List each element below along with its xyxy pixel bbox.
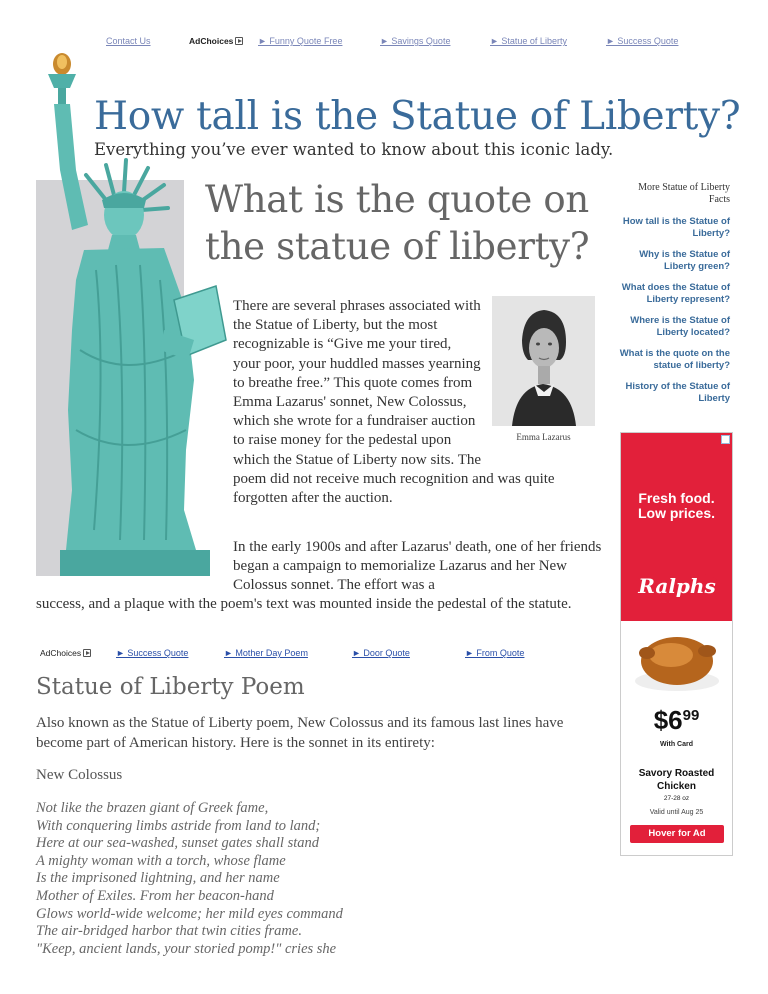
- mid-adchoices-icon: [83, 649, 91, 657]
- sidebar: [618, 182, 730, 414]
- poem-section-title: Statue of Liberty Poem: [36, 674, 305, 700]
- mid-ad-bar: [0, 648, 768, 660]
- poem-line: "Keep, ancient lands, your storied pomp!" cries she: [36, 940, 337, 957]
- page-subtitle: Everything you’ve ever wanted to know about this iconic lady.: [94, 140, 614, 159]
- paragraph-1-text: There are several phrases associated with the Statue of Liberty, but the most recognizable is “Give me your tired, your poor, your huddled masses yearning to breathe free.” This quote comes from Emma Lazarus' sonnet, New Colossus, which she wrote for a fundraiser auction to raise money for the pedestal upon which the Statue of Liberty now sits. The poem did not receive much recognition and was quite forgotten after the auction.: [233, 298, 555, 507]
- adchoices-icon: [235, 37, 243, 45]
- poem-lines: [36, 800, 596, 958]
- price-cents: 99: [682, 707, 700, 724]
- sidebar-link-quote[interactable]: What is the quote on the statue of liberty?: [619, 348, 730, 371]
- ad-weight: 27-28 oz: [663, 795, 690, 802]
- poem-name: New Colossus: [36, 767, 123, 783]
- poem-line: The air-bridged harbor that twin cities frame.: [36, 923, 302, 940]
- ad-product-name: Savory Roasted Chicken: [638, 768, 715, 792]
- ad-link-success-quote-2[interactable]: ► Success Quote: [116, 648, 189, 658]
- hover-for-ad-button[interactable]: Hover for Ad: [630, 825, 724, 843]
- sidebar-heading: More Statue of Liberty Facts: [638, 182, 730, 205]
- article-paragraph-2: In the early 1900s and after Lazarus' death, one of her friends began a campaign to memorialize Lazarus and her New Colossus sonnet. The effort was a: [233, 539, 602, 594]
- ralphs-ad[interactable]: [620, 432, 733, 856]
- ad-link-statue-of-liberty[interactable]: ► Statue of Liberty: [490, 36, 567, 46]
- ad-link-from-quote[interactable]: ► From Quote: [465, 648, 525, 658]
- ad-price: [621, 705, 732, 736]
- article-paragraph-2-continued: success, and a plaque with the poem's text was mounted inside the pedestal of the statute.: [36, 596, 572, 612]
- sidebar-link-represent[interactable]: What does the Statue of Liberty represent?: [621, 282, 730, 305]
- poem-line: Here at our sea-washed, sunset gates shall stand: [36, 835, 320, 852]
- article-paragraph-1: [233, 297, 593, 508]
- sidebar-link-located[interactable]: Where is the Statue of Liberty located?: [630, 315, 730, 338]
- adchoices-label[interactable]: [189, 36, 243, 46]
- portrait-spacer: [481, 297, 593, 457]
- ad-choices-icon[interactable]: [721, 435, 730, 444]
- poem-line: A mighty woman with a torch, whose flame: [36, 852, 286, 869]
- ad-link-funny-quote[interactable]: ► Funny Quote Free: [258, 36, 343, 46]
- poem-line: Is the imprisoned lightning, and her name: [36, 870, 280, 887]
- article-heading: What is the quote on the statue of liberty?: [205, 178, 590, 268]
- ad-with-card: With Card: [660, 741, 693, 748]
- poem-intro: Also known as the Statue of Liberty poem, New Colossus and its famous last lines have become part of American history. Here is the sonnet in its entirety:: [36, 715, 564, 751]
- sidebar-link-history[interactable]: History of the Statue of Liberty: [625, 381, 730, 404]
- ad-valid-date: Valid until Aug 25: [649, 809, 704, 816]
- price-dollars: $6: [653, 705, 683, 735]
- ad-link-mother-day-poem[interactable]: ► Mother Day Poem: [224, 648, 308, 658]
- poem-line: Glows world-wide welcome; her mild eyes command: [36, 905, 343, 922]
- poem-line: With conquering limbs astride from land to land;: [36, 817, 321, 834]
- mid-adchoices-text: AdChoices: [40, 648, 82, 658]
- poem-line: Mother of Exiles. From her beacon-hand: [36, 887, 274, 904]
- contact-us-link[interactable]: Contact Us: [106, 36, 151, 46]
- ad-brand-logo: Ralphs: [633, 571, 721, 601]
- ad-link-success-quote[interactable]: ► Success Quote: [606, 36, 679, 46]
- poem-line: Not like the brazen giant of Greek fame,: [36, 800, 269, 816]
- portrait-caption: Emma Lazarus: [516, 432, 571, 442]
- sidebar-link-how-tall[interactable]: How tall is the Statue of Liberty?: [622, 216, 730, 239]
- adchoices-text: AdChoices: [189, 36, 234, 46]
- sidebar-link-why-green[interactable]: Why is the Statue of Liberty green?: [639, 249, 730, 272]
- ad-link-savings-quote[interactable]: ► Savings Quote: [380, 36, 451, 46]
- page-title: How tall is the Statue of Liberty?: [94, 94, 741, 139]
- top-ad-bar: [0, 36, 768, 50]
- ad-link-door-quote[interactable]: ► Door Quote: [352, 648, 410, 658]
- mid-adchoices-label[interactable]: [40, 648, 91, 658]
- ad-tagline: Fresh food. Low prices.: [637, 490, 716, 521]
